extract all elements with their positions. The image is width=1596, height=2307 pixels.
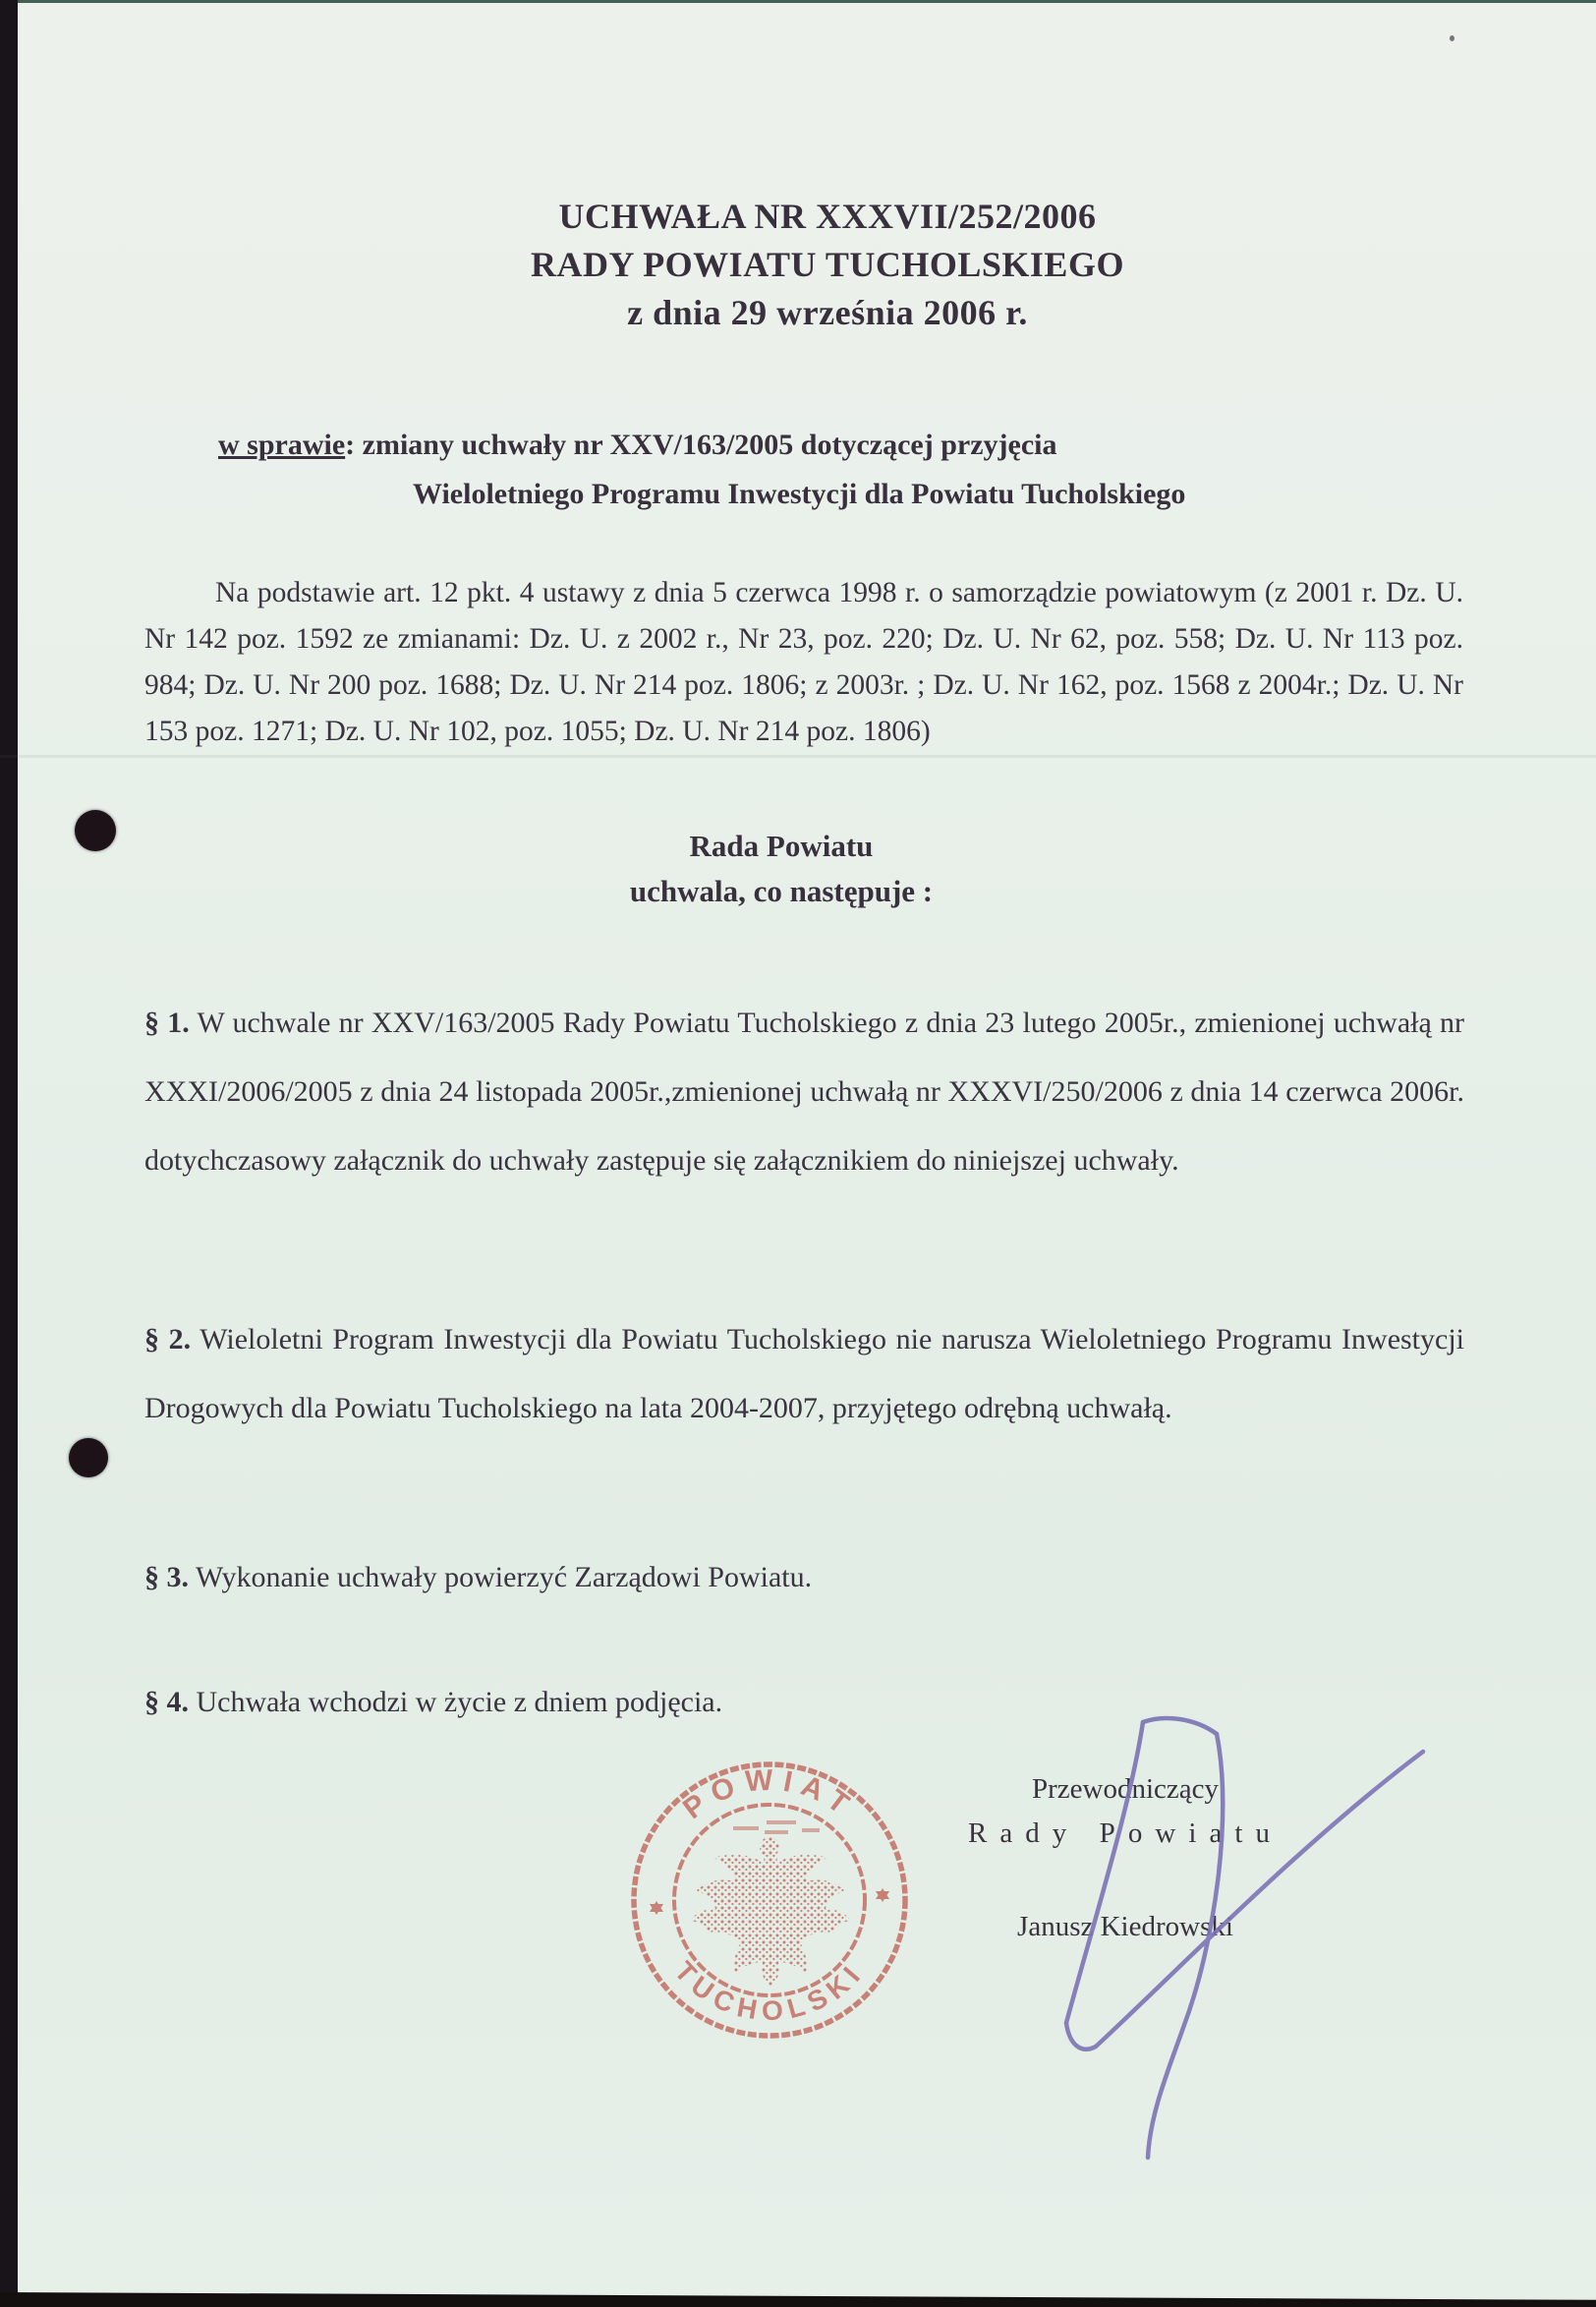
- section-2-text: Wieloletni Program Inwestycji dla Powiatu Tucholskiego nie narusza Wieloletniego Programu Inwestycji Drogowych dla Powiatu Tucholskiego na lata 2004-2007, przyjętego odrębną uchwałą.: [144, 1323, 1464, 1424]
- subject-line-2: Wieloletniego Programu Inwestycji dla Powiatu Tucholskiego: [413, 478, 1186, 510]
- legal-basis-paragraph: Na podstawie art. 12 pkt. 4 ustawy z dnia 5 czerwca 1998 r. o samorządzie powiatowym (z 2001 r. Dz. U. Nr 142 poz. 1592 ze zmianami: Dz. U. z 2002 r., Nr 23, poz. 220; Dz. U. Nr 62, poz. 558; Dz. U. Nr 113 poz. 984; Dz. U. Nr 200 poz. 1688; Dz. U. Nr 214 poz. 1806; z 2003r. ; Dz. U. Nr 162, poz. 1568 z 2004r.; Dz. U. Nr 153 poz. 1271; Dz. U. Nr 102, poz. 1055; Dz. U. Nr 214 poz. 1806): [144, 576, 1463, 747]
- svg-text:POWIAT: [677, 1763, 862, 1825]
- stamp-star-left: [650, 1901, 663, 1915]
- section-3-text: Wykonanie uchwały powierzyć Zarządowi Powiatu.: [195, 1561, 813, 1593]
- section-paragraph-2: [144, 1305, 1464, 1443]
- signature-block: [924, 1767, 1327, 1949]
- scan-edge-bottom: [0, 2291, 1596, 2307]
- stamp-star-right: [876, 1888, 889, 1902]
- scan-speck: [1450, 35, 1454, 41]
- section-4-number: § 4.: [144, 1686, 189, 1718]
- intro-line-2: uchwala, co następuje :: [629, 874, 934, 908]
- signer-role-line-1: Przewodniczący: [1031, 1773, 1219, 1805]
- punch-hole-mark: [75, 810, 116, 851]
- title-resolution-number: UCHWAŁA NR XXXVII/252/2006: [558, 197, 1097, 236]
- subject-block: [218, 421, 1348, 519]
- section-3-number: § 3.: [144, 1561, 189, 1593]
- section-paragraph-3: [144, 1556, 1464, 1599]
- resolution-intro: [128, 824, 1435, 914]
- punch-hole-mark: [69, 1438, 108, 1477]
- stamp-bottom-text: TUCHOLSKI: [668, 1955, 871, 2027]
- title-council-name: RADY POWIATU TUCHOLSKIEGO: [531, 245, 1124, 284]
- section-1-text: W uchwale nr XXV/163/2005 Rady Powiatu Tucholskiego z dnia 23 lutego 2005r., zmienionej uchwałą nr XXXI/2006/2005 z dnia 24 listopada 2005r.,zmienionej uchwałą nr XXXVI/250/2006 z dnia 14 czerwca 2006r. dotychczasowy załącznik do uchwały zastępuje się załącznikiem do niniejszej uchwały.: [144, 1007, 1465, 1177]
- section-4-text: Uchwała wchodzi w życie z dniem podjęcia.: [196, 1686, 723, 1718]
- title-date: z dnia 29 września 2006 r.: [627, 293, 1028, 332]
- round-stamp: [617, 1748, 922, 2052]
- subject-line-1-text: : zmiany uchwały nr XXV/163/2005 dotyczącej przyjęcia: [345, 429, 1057, 461]
- scan-edge-left: [0, 0, 18, 2307]
- stamp-eagle-emblem: [690, 1837, 851, 1988]
- signer-name: Janusz Kiedrowski: [1017, 1911, 1233, 1942]
- signer-role-line-2: Rady Powiatu: [967, 1817, 1283, 1849]
- section-paragraph-1: [144, 989, 1464, 1195]
- fold-crease: [0, 755, 1596, 758]
- scan-edge-top: [0, 0, 1596, 3]
- document-title: [157, 193, 1498, 337]
- section-1-number: § 1.: [144, 1007, 190, 1039]
- subject-line-1: [218, 421, 1348, 470]
- intro-line-1: Rada Powiatu: [689, 829, 874, 863]
- stamp-top-text: POWIAT: [677, 1763, 862, 1826]
- section-paragraph-4: [144, 1681, 1464, 1724]
- subject-label: w sprawie: [218, 429, 346, 461]
- stamp-crown-marks: [733, 1820, 820, 1834]
- section-2-number: § 2.: [144, 1323, 192, 1355]
